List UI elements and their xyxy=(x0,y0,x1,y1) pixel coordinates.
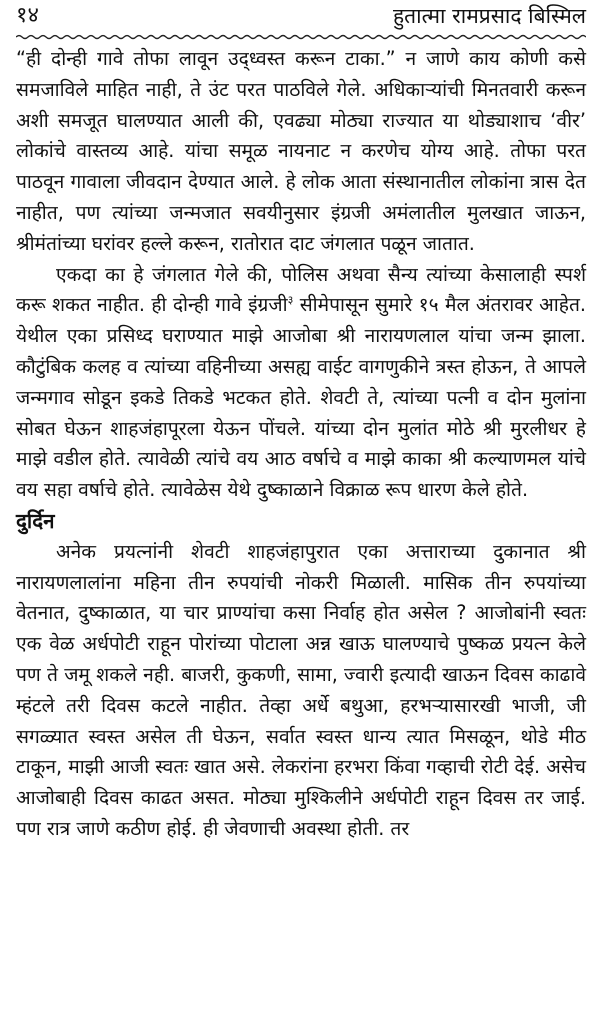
paragraph-2-text-b: सीमेपासून सुमारे १५ मैल अंतरावर आहेत. येथील एका प्रसिध्द घराण्यात माझे आजोबा श्री नारायणलाल यांचा जन्म झाला. कौटुंबिक कलह व त्यांच्या वहिनीच्या असह्य वाईट वागणुकीने त्रस्त होऊन, ते आपले जन्मगाव सोडून इकडे तिकडे भटकत होते. शेवटी ते, त्यांच्या पत्नी व दोन मुलांना सोबत घेऊन शाहजंहापूरला येऊन पोंचले. यांच्या दोन मुलांत मोठे श्री मुरलीधर हे माझे वडील होते. त्यावेळी त्यांचे वय आठ वर्षाचे व माझे काका श्री कल्याणमल यांचे वय सहा वर्षाचे होते. त्यावेळेस येथे दुष्काळाने विक्राळ रूप धारण केले होते. xyxy=(16,293,586,502)
page-body xyxy=(16,44,586,845)
paragraph-3: अनेक प्रयत्नांनी शेवटी शाहजंहापुरात एका अत्ताराच्या दुकानात श्री नारायणलालांना महिना तीन रुपयांची नोकरी मिळाली. मासिक तीन रुपयांच्या वेतनात, दुष्काळात, या चार प्राण्यांचा कसा निर्वाह होत असेल ? आजोबांनी स्वतः एक वेळ अर्धपोटी राहून पोरांच्या पोटाला अन्न खाऊ घालण्याचे पुष्कळ प्रयत्न केले पण ते जमू शकले नही. बाजरी, कुकणी, सामा, ज्वारी इत्यादी खाऊन दिवस काढावे म्हंटले तरी दिवस कटले नाहीत. तेव्हा अर्धे बथुआ, हरभऱ्यासारखी भाजी, जी सगळ्यात स्वस्त असेल ती घेऊन, सर्वात स्वस्त धान्य त्यात मिसळून, थोडे मीठ टाकून, माझी आजी स्वतः खात असे. लेकरांना हरभरा किंवा गव्हाची रोटी देई. असेच आजोबाही दिवस काढत असत. मोठ्या मुश्किलीने अर्धपोटी राहून दिवस तर जाई. पण रात्र जाणे कठीण होई. ही जेवणाची अवस्था होती. तर xyxy=(16,539,586,840)
footnote-marker: ३ xyxy=(287,293,294,307)
page-header xyxy=(16,0,586,32)
paragraph-1: “ही दोन्ही गावे तोफा लावून उद्ध्वस्त करून टाका.” न जाणे काय कोणी कसे समजाविले माहित नाही, ते उंट परत पाठविले गेले. अधिकाऱ्यांची मिनतवारी करून अशी समजूत घालण्यात आली की, एवढ्या मोठ्या राज्यात या थोड्याशाच ‘वीर’ लोकांचे वास्तव्य आहे. यांचा समूळ नायनाट न करणेच योग्य आहे. तोफा परत पाठवून गावाला जीवदान देण्यात आले. हे लोक आता संस्थानातील लोकांना त्रास देत नाहीत, पण त्यांच्या जन्मजात सवयीनुसार इंग्रजी अमंलातील मुलखात जाऊन, श्रीमंतांच्या घरांवर हल्ले करून, रातोरात दाट जंगलात पळून जातात. xyxy=(16,47,586,255)
page-number: १४ xyxy=(16,3,39,28)
paragraph-2 xyxy=(16,260,586,506)
section-heading: दुर्दिन xyxy=(16,508,55,533)
paragraph-2-text-a: एकदा का हे जंगलात गेले की, पोलिस अथवा सैन्य त्यांच्या केसालाही स्पर्श करू शकत नाहीत. ही दोन्ही गावे इंग्रजी xyxy=(16,262,586,317)
decorative-wavy-rule xyxy=(16,32,586,42)
running-title: हुतात्मा रामप्रसाद बिस्मिल xyxy=(393,4,586,28)
